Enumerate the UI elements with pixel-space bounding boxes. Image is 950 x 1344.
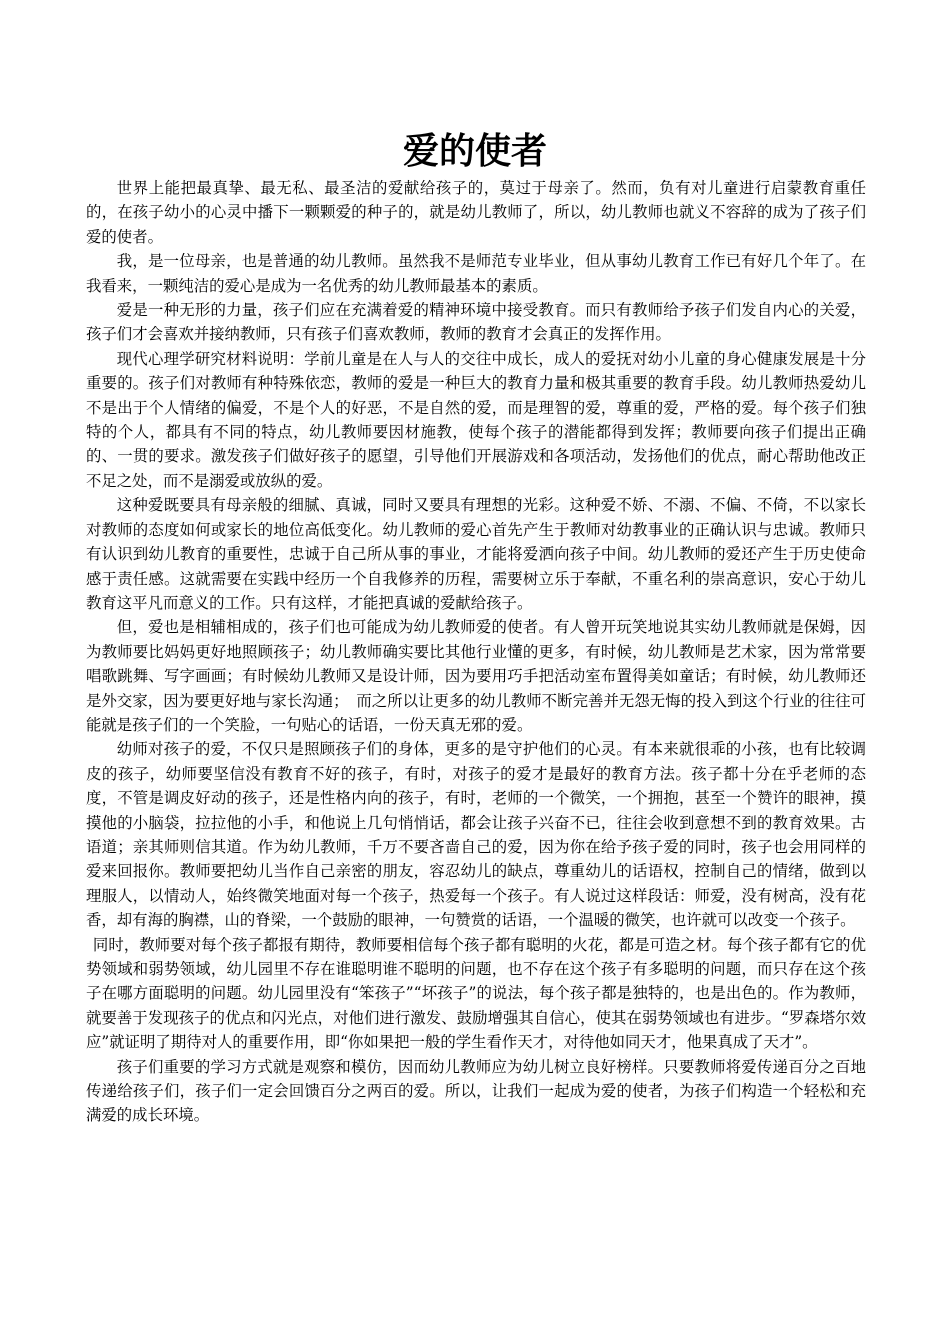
document-body [86,176,866,1128]
paragraph-4: 现代心理学研究材料说明：学前儿童是在人与人的交往中成长，成人的爱抚对幼小儿童的身心健康发展是十分重要的。孩子们对教师有种特殊依恋，教师的爱是一种巨大的教育力量和极其重要的教育手段。幼儿教师热爱幼儿不是出于个人情绪的偏爱，不是个人的好恶，不是自然的爱，而是理智的爱，尊重的爱，严格的爱。每个孩子们独特的个人，都具有不同的特点，幼儿教师要因材施教，使每个孩子的潜能都得到发挥；教师要向孩子们提出正确的、一贯的要求。激发孩子们做好孩子的愿望，引导他们开展游戏和各项活动，发扬他们的优点，耐心帮助他改正不足之处，而不是溺爱或放纵的爱。 [86,349,866,490]
paragraph-7: 幼师对孩子的爱，不仅只是照顾孩子们的身体，更多的是守护他们的心灵。有本来就很乖的小孩，也有比较调皮的孩子，幼师要坚信没有教育不好的孩子，有时，对孩子的爱才是最好的教育方法。孩子都十分在乎老师的态度，不管是调皮好动的孩子，还是性格内向的孩子，有时，老师的一个微笑，一个拥抱，甚至一个赞许的眼神，摸摸他的小脑袋，拉拉他的小手，和他说上几句悄悄话，都会让孩子兴奋不已，往往会收到意想不到的教育效果。古语道；亲其师则信其道。作为幼儿教师，千万不要吝啬自己的爱，因为你在给予孩子爱的同时，孩子也会用同样的爱来回报你。教师要把幼儿当作自己亲密的朋友，容忍幼儿的缺点，尊重幼儿的话语权，控制自己的情绪，做到以理服人，以情动人，始终微笑地面对每一个孩子，热爱每一个孩子。有人说过这样段话：师爱，没有树高，没有花香，却有海的胸襟，山的脊梁，一个鼓励的眼神，一句赞赏的话语，一个温暖的微笑，也许就可以改变一个孩子。 [86,740,866,930]
paragraph-5: 这种爱既要具有母亲般的细腻、真诚，同时又要具有理想的光彩。这种爱不娇、不溺、不偏、不倚，不以家长对教师的态度如何或家长的地位高低变化。幼儿教师的爱心首先产生于教师对幼教事业的正确认识与忠诚。教师只有认识到幼儿教育的重要性，忠诚于自己所从事的事业，才能将爱洒向孩子中间。幼儿教师的爱还产生于历史使命感于责任感。这就需要在实践中经历一个自我修养的历程，需要树立乐于奉献，不重名利的崇高意识，安心于幼儿教育这平凡而意义的工作。只有这样，才能把真诚的爱献给孩子。 [86,496,866,612]
paragraph-8: 同时，教师要对每个孩子都报有期待，教师要相信每个孩子都有聪明的火花，都是可造之材。每个孩子都有它的优势领域和弱势领域，幼儿园里不存在谁聪明谁不聪明的问题，也不存在这个孩子有多聪明的问题，而只存在这个孩子在哪方面聪明的问题。幼儿园里没有“笨孩子”“坏孩子”的说法，每个孩子都是独特的，也是出色的。作为教师，就要善于发现孩子的优点和闪光点，对他们进行激发、鼓励增强其自信心，使其在弱势领域也有进步。“罗森塔尔效应”就证明了期待对人的重要作用，即“你如果把一般的学生看作天才，对待他如同天才，他果真成了天才”。 [86,935,866,1052]
paragraph-6: 但，爱也是相辅相成的，孩子们也可能成为幼儿教师爱的使者。有人曾开玩笑地说其实幼儿教师就是保姆，因为教师要比妈妈更好地照顾孩子；幼儿教师确实要比其他行业懂的更多，有时候，幼儿教师是艺术家，因为常常要唱歌跳舞、写字画画；有时候幼儿教师又是设计师，因为要用巧手把活动室布置得美如童话；有时候，幼儿教师还是外交家，因为要更好地与家长沟通； 而之所以让更多的幼儿教师不断完善并无怨无悔的投入到这个行业的往往可能就是孩子们的一个笑脸，一句贴心的话语，一份天真无邪的爱。 [86,618,866,734]
paragraph-3: 爱是一种无形的力量，孩子们应在充满着爱的精神环境中接受教育。而只有教师给予孩子们发自内心的关爱，孩子们才会喜欢并接纳教师，只有孩子们喜欢教师，教师的教育才会真正的发挥作用。 [86,301,866,344]
paragraph-9: 孩子们重要的学习方式就是观察和模仿，因而幼儿教师应为幼儿树立良好榜样。只要教师将爱传递百分之百地传递给孩子们，孩子们一定会回馈百分之两百的爱。所以，让我们一起成为爱的使者，为孩子们构造一个轻松和充满爱的成长环境。 [86,1057,866,1125]
paragraph-2: 我，是一位母亲，也是普通的幼儿教师。虽然我不是师范专业毕业，但从事幼儿教育工作已有好几个年了。在我看来，一颗纯洁的爱心是成为一名优秀的幼儿教师最基本的素质。 [86,252,866,295]
document-title: 爱的使者 [402,131,547,172]
paragraph-1: 世界上能把最真挚、最无私、最圣洁的爱献给孩子的，莫过于母亲了。然而，负有对儿童进行启蒙教育重任的，在孩子幼小的心灵中播下一颗颗爱的种子的，就是幼儿教师了，所以，幼儿教师也就义不容辞的成为了孩子们爱的使者。 [86,179,866,246]
